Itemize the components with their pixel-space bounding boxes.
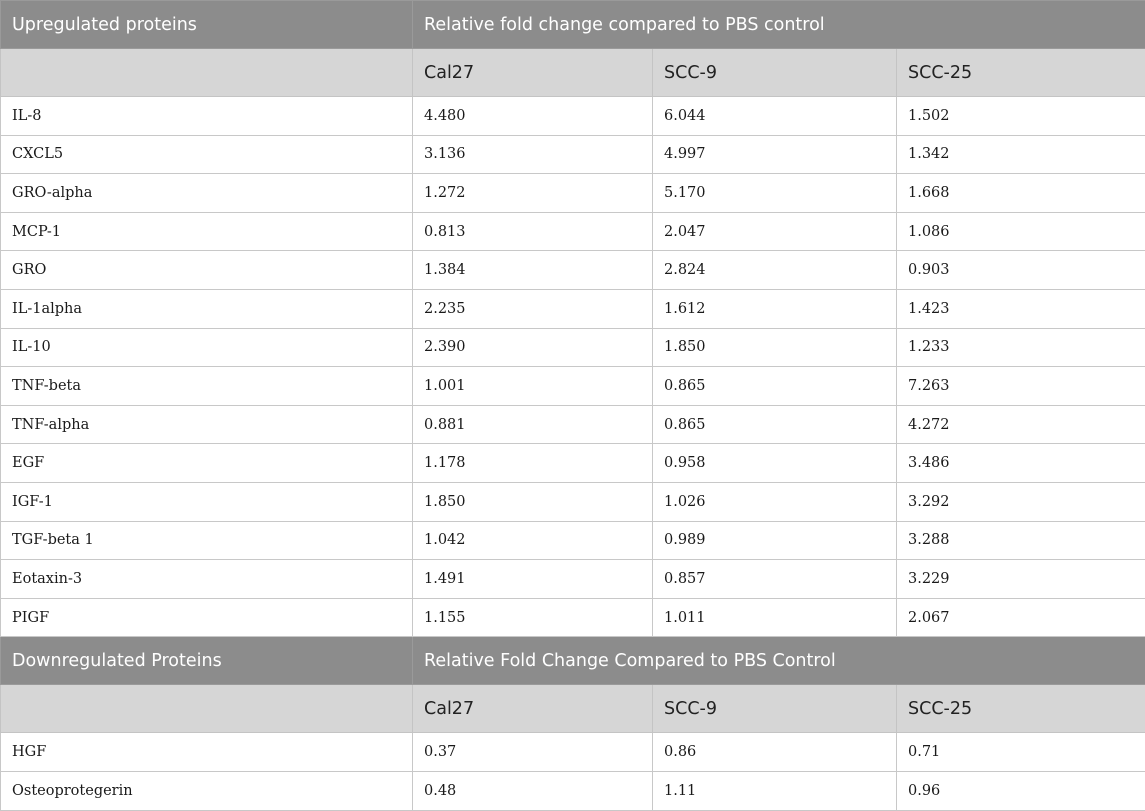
scc9-value-cell: 1.011	[653, 598, 897, 637]
table-row	[1, 174, 1145, 213]
downregulated-span-label: Relative Fold Change Compared to PBS Control	[413, 637, 1145, 685]
protein-name-cell: MCP-1	[1, 212, 413, 251]
scc25-value-cell: 0.96	[897, 771, 1145, 810]
table-row	[1, 405, 1145, 444]
protein-name-cell: IL-8	[1, 97, 413, 136]
scc9-value-cell: 0.865	[653, 405, 897, 444]
table-row	[1, 521, 1145, 560]
table-row	[1, 328, 1145, 367]
table-row	[1, 771, 1145, 810]
cal27-value-cell: 1.155	[413, 598, 653, 637]
upregulated-span-label: Relative fold change compared to PBS control	[413, 1, 1145, 49]
scc25-value-cell: 3.229	[897, 560, 1145, 599]
table-row	[1, 135, 1145, 174]
protein-name-cell: Eotaxin-3	[1, 560, 413, 599]
table-row	[1, 444, 1145, 483]
table-row	[1, 733, 1145, 772]
cal27-value-cell: 0.813	[413, 212, 653, 251]
downregulated-empty-header-cell	[1, 685, 413, 733]
scc25-value-cell: 1.502	[897, 97, 1145, 136]
protein-name-cell: TNF-alpha	[1, 405, 413, 444]
cal27-value-cell: 2.390	[413, 328, 653, 367]
scc9-value-cell: 1.026	[653, 482, 897, 521]
downregulated-column-scc9: SCC-9	[653, 685, 897, 733]
cal27-value-cell: 0.48	[413, 771, 653, 810]
protein-name-cell: TNF-beta	[1, 367, 413, 406]
scc9-value-cell: 1.11	[653, 771, 897, 810]
protein-name-cell: GRO-alpha	[1, 174, 413, 213]
scc9-value-cell: 2.824	[653, 251, 897, 290]
scc9-value-cell: 5.170	[653, 174, 897, 213]
scc9-value-cell: 0.958	[653, 444, 897, 483]
downregulated-column-header-row	[1, 685, 1145, 733]
scc9-value-cell: 0.86	[653, 733, 897, 772]
cal27-value-cell: 1.042	[413, 521, 653, 560]
protein-name-cell: PIGF	[1, 598, 413, 637]
scc25-value-cell: 0.903	[897, 251, 1145, 290]
table-body	[1, 1, 1145, 811]
scc9-value-cell: 0.989	[653, 521, 897, 560]
cal27-value-cell: 3.136	[413, 135, 653, 174]
scc25-value-cell: 0.71	[897, 733, 1145, 772]
table-row	[1, 598, 1145, 637]
table-row	[1, 560, 1145, 599]
table-row	[1, 367, 1145, 406]
cal27-value-cell: 1.178	[413, 444, 653, 483]
upregulated-column-header-row	[1, 49, 1145, 97]
protein-name-cell: TGF-beta 1	[1, 521, 413, 560]
protein-name-cell: Osteoprotegerin	[1, 771, 413, 810]
downregulated-header-row	[1, 637, 1145, 685]
protein-name-cell: CXCL5	[1, 135, 413, 174]
cal27-value-cell: 1.001	[413, 367, 653, 406]
upregulated-empty-header-cell	[1, 49, 413, 97]
scc9-value-cell: 2.047	[653, 212, 897, 251]
cal27-value-cell: 1.272	[413, 174, 653, 213]
cal27-value-cell: 0.881	[413, 405, 653, 444]
table-row	[1, 289, 1145, 328]
scc25-value-cell: 3.486	[897, 444, 1145, 483]
scc9-value-cell: 0.865	[653, 367, 897, 406]
scc25-value-cell: 3.288	[897, 521, 1145, 560]
scc9-value-cell: 1.850	[653, 328, 897, 367]
upregulated-column-cal27: Cal27	[413, 49, 653, 97]
cal27-value-cell: 1.491	[413, 560, 653, 599]
scc25-value-cell: 1.342	[897, 135, 1145, 174]
upregulated-column-scc9: SCC-9	[653, 49, 897, 97]
scc25-value-cell: 4.272	[897, 405, 1145, 444]
upregulated-column-scc25: SCC-25	[897, 49, 1145, 97]
upregulated-title: Upregulated proteins	[1, 1, 413, 49]
scc25-value-cell: 1.233	[897, 328, 1145, 367]
scc25-value-cell: 2.067	[897, 598, 1145, 637]
scc9-value-cell: 1.612	[653, 289, 897, 328]
protein-name-cell: HGF	[1, 733, 413, 772]
downregulated-column-scc25: SCC-25	[897, 685, 1145, 733]
scc9-value-cell: 4.997	[653, 135, 897, 174]
scc25-value-cell: 3.292	[897, 482, 1145, 521]
cal27-value-cell: 0.37	[413, 733, 653, 772]
protein-name-cell: IL-10	[1, 328, 413, 367]
cal27-value-cell: 1.384	[413, 251, 653, 290]
scc25-value-cell: 1.086	[897, 212, 1145, 251]
protein-name-cell: IL-1alpha	[1, 289, 413, 328]
protein-name-cell: IGF-1	[1, 482, 413, 521]
protein-name-cell: EGF	[1, 444, 413, 483]
scc25-value-cell: 7.263	[897, 367, 1145, 406]
table-row	[1, 482, 1145, 521]
table-row	[1, 212, 1145, 251]
scc9-value-cell: 6.044	[653, 97, 897, 136]
upregulated-header-row	[1, 1, 1145, 49]
protein-name-cell: GRO	[1, 251, 413, 290]
scc25-value-cell: 1.668	[897, 174, 1145, 213]
cal27-value-cell: 1.850	[413, 482, 653, 521]
cal27-value-cell: 4.480	[413, 97, 653, 136]
cal27-value-cell: 2.235	[413, 289, 653, 328]
downregulated-title: Downregulated Proteins	[1, 637, 413, 685]
downregulated-column-cal27: Cal27	[413, 685, 653, 733]
scc9-value-cell: 0.857	[653, 560, 897, 599]
scc25-value-cell: 1.423	[897, 289, 1145, 328]
table-row	[1, 251, 1145, 290]
table-row	[1, 97, 1145, 136]
